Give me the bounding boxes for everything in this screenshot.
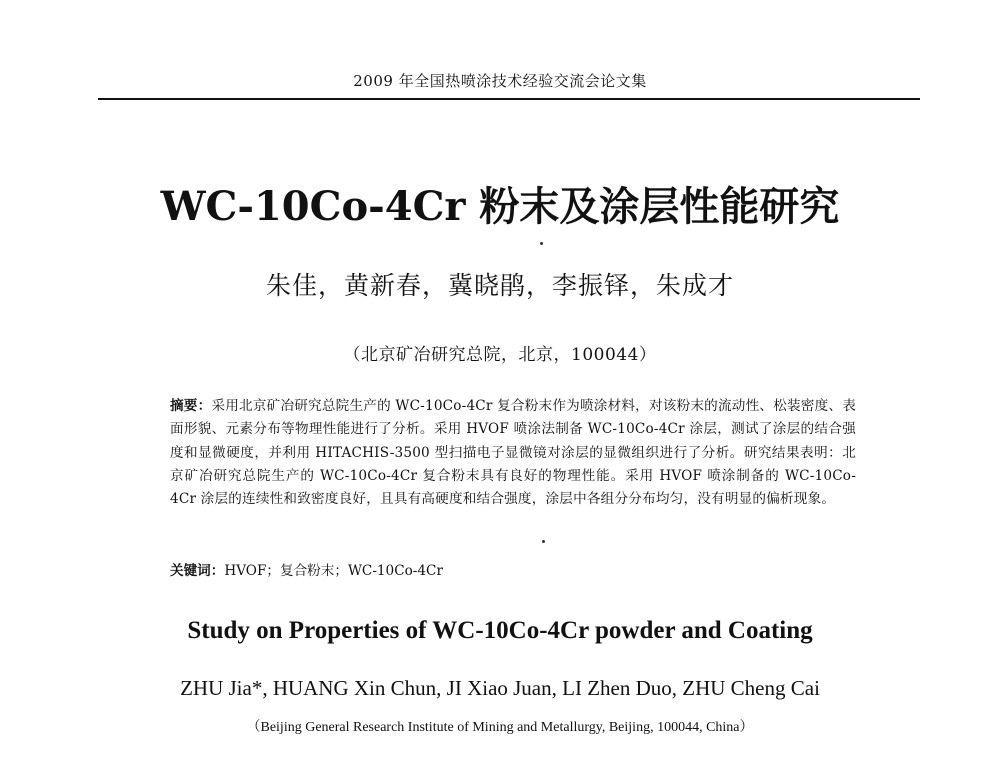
keywords-body: HVOF；复合粉末；WC-10Co-4Cr <box>224 563 443 579</box>
keywords-label: 关键词： <box>170 563 225 579</box>
paper-title-en: Study on Properties of WC-10Co-4Cr powder and Coating <box>187 617 813 644</box>
paper-title-cn: WC-10Co-4Cr 粉末及涂层性能研究 <box>160 183 840 230</box>
running-header: 2009 年全国热喷涂技术经验交流会论文集 <box>353 72 647 90</box>
keywords-cn <box>170 560 856 583</box>
abstract-cn <box>170 395 856 511</box>
header-rule <box>98 98 920 100</box>
abstract-body: 采用北京矿冶研究总院生产的 WC-10Co-4Cr 复合粉末作为喷涂材料，对该粉末的流动性、松装密度、表面形貌、元素分布等物理性能进行了分析。采用 HVOF 喷涂法制备 WC-10Co-4Cr 涂层，测试了涂层的结合强度和显微硬度，并利用 HITACHIS-3500 型扫描电子显微镜对涂层的显微组织进行了分析。研究结果表明：北京矿冶研究总院生产的 WC-10Co-4Cr 复合粉末具有良好的物理性能。采用 HVOF 喷涂制备的 WC-10Co-4Cr 涂层的连续性和致密度良好，且具有高硬度和结合强度，涂层中各组分分布均匀，没有明显的偏析现象。 <box>170 398 856 508</box>
authors-cn: 朱佳，黄新春，冀晓鹃，李振铎，朱成才 <box>265 271 734 300</box>
scan-speck <box>542 540 545 543</box>
abstract-label: 摘要： <box>170 398 212 414</box>
affiliation-cn: （北京矿冶研究总院，北京，100044） <box>343 345 657 365</box>
scan-speck <box>540 242 543 245</box>
authors-en: ZHU Jia*, HUANG Xin Chun, JI Xiao Juan, LI Zhen Duo, ZHU Cheng Cai <box>180 676 820 700</box>
affiliation-en: （Beijing General Research Institute of Mining and Metallurgy, Beijing, 100044, China） <box>246 720 754 735</box>
